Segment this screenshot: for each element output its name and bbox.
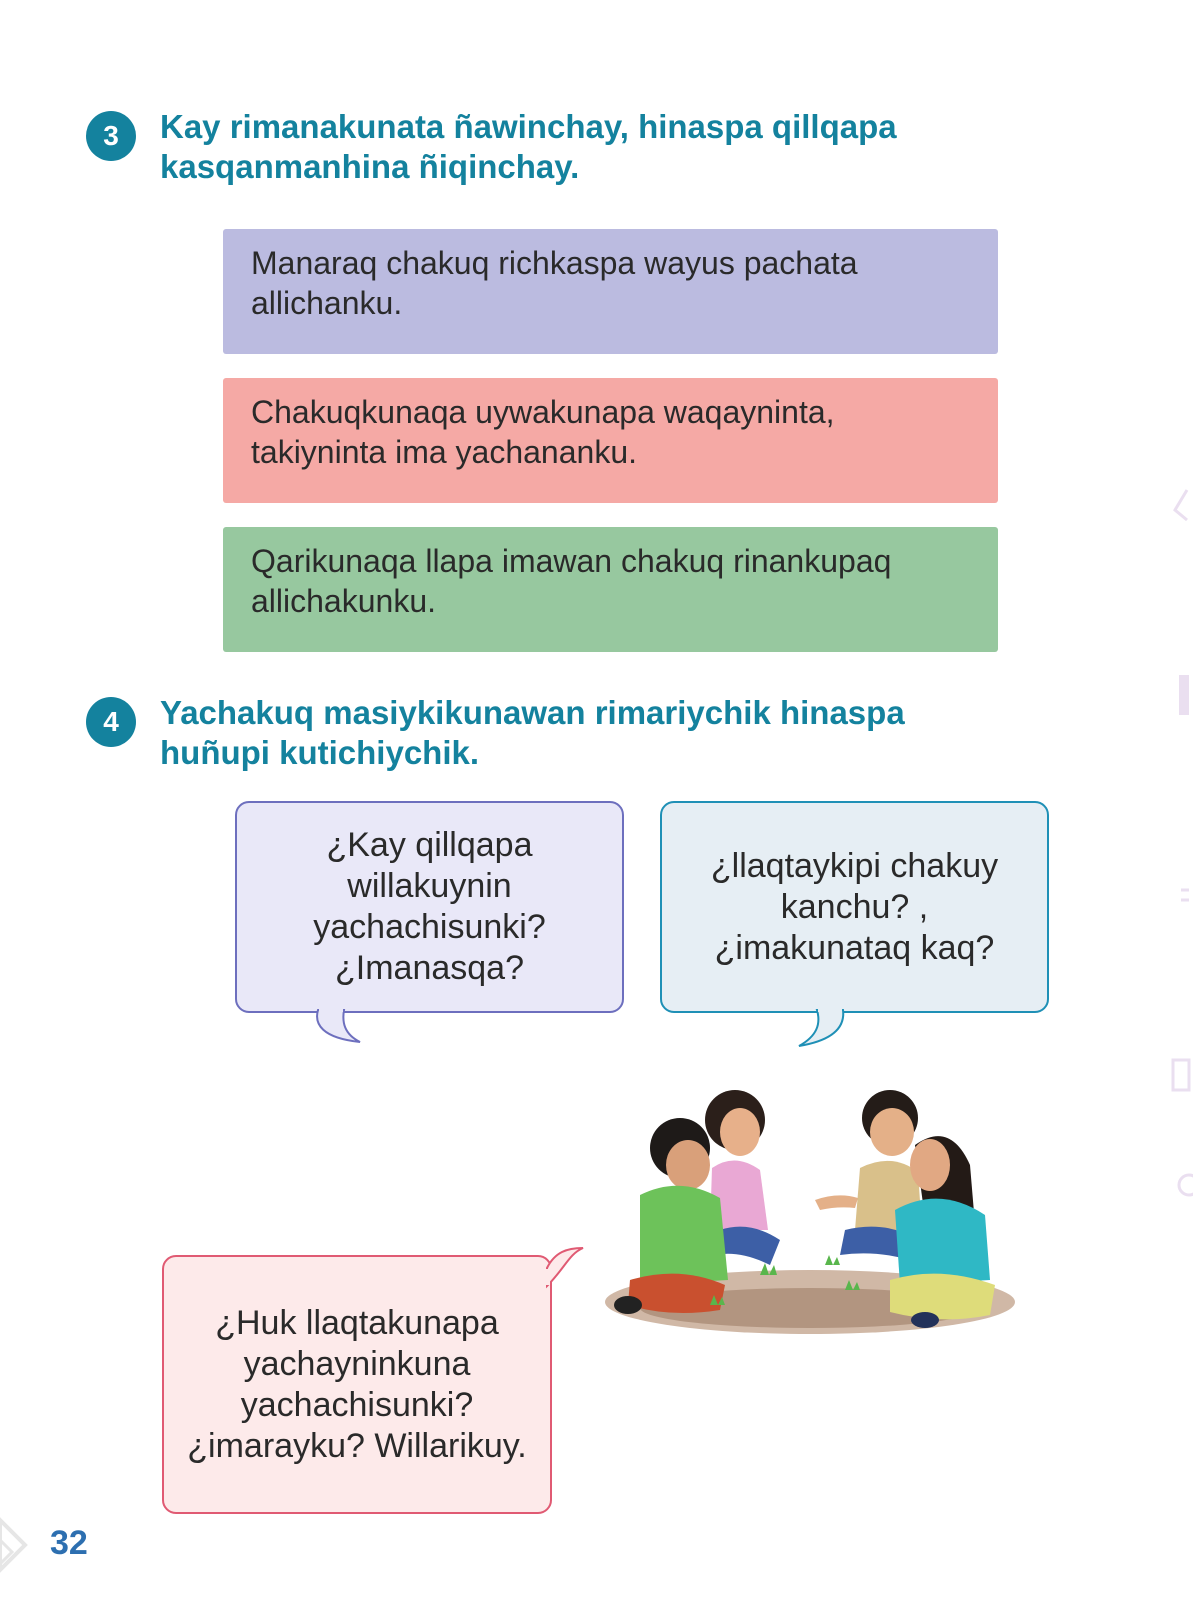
section-number-badge: 4 <box>86 697 136 747</box>
speech-bubble-1 <box>235 801 624 1013</box>
speech-bubble-3 <box>162 1255 552 1514</box>
sentence-strip-2: Chakuqkunaqa uywakunapa waqayninta, takiyninta ima yachananku. <box>223 378 998 503</box>
speech-bubble-text: ¿Huk llaqtakunapa yachayninkuna yachachisunki? ¿imarayku? Willarikuy. <box>187 1303 527 1465</box>
children-talking-illustration <box>600 1080 1020 1340</box>
speech-tail-icon <box>310 1008 370 1044</box>
speech-tail-icon <box>795 1008 855 1048</box>
section-3-instruction: Kay rimanakunata ñawinchay, hinaspa qillqapa kasqanmanhina ñiqinchay. <box>160 108 897 185</box>
speech-tail-icon <box>545 1238 585 1288</box>
section-4-instruction: Yachakuq masiykikunawan rimariychik hinaspa huñupi kutichiychik. <box>160 694 905 771</box>
speech-bubble-text: ¿Kay qillqapa willakuynin yachachisunki? ¿Imanasqa? <box>313 826 546 987</box>
speech-bubble-2 <box>660 801 1049 1013</box>
sentence-strip-3: Qarikunaqa llapa imawan chakuq rinankupaq allichakunku. <box>223 527 998 652</box>
edge-pattern-icon <box>1167 480 1193 1280</box>
page-number: 32 <box>50 1524 88 1562</box>
corner-pattern-icon <box>0 1500 50 1600</box>
speech-bubble-text: ¿llaqtaykipi chakuy kanchu? , ¿imakunataq kaq? <box>710 846 999 967</box>
sentence-strip-1: Manaraq chakuq richkaspa wayus pachata allichanku. <box>223 229 998 354</box>
section-number-badge: 3 <box>86 111 136 161</box>
